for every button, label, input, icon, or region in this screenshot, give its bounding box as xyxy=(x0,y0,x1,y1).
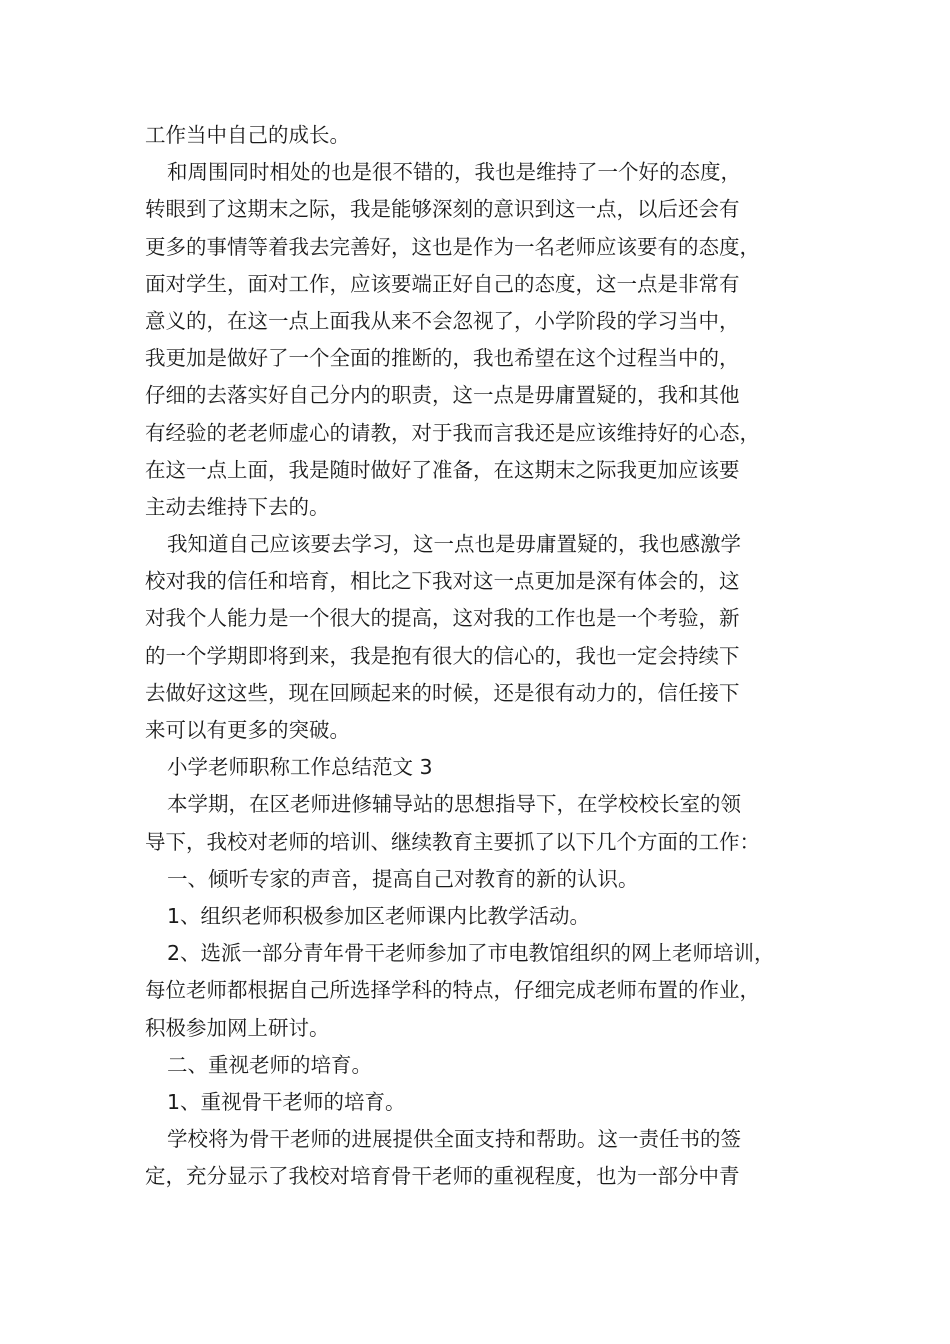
text-line: 来可以有更多的突破。 xyxy=(145,718,350,742)
text-line: 在这一点上面，我是随时做好了准备，在这期末之际我更加应该要 xyxy=(145,457,740,482)
text-line: 二、重视老师的培育。 xyxy=(167,1052,372,1077)
text-line: 去做好这这些，现在回顾起来的时候，还是很有动力的，信任接下 xyxy=(145,680,740,705)
text-line: 我更加是做好了一个全面的推断的，我也希望在这个过程当中的， xyxy=(145,346,740,371)
text-line: 主动去维持下去的。 xyxy=(145,494,330,519)
text-line: 1、重视骨干老师的培育。 xyxy=(167,1089,406,1114)
text-line: 每位老师都根据自己所选择学科的特点，仔细完成老师布置的作业， xyxy=(145,978,760,1003)
text-line: 有经验的老老师虚心的请教，对于我而言我还是应该维持好的心态， xyxy=(145,420,760,445)
text-line: 对我个人能力是一个很大的提高，这对我的工作也是一个考验，新 xyxy=(145,606,740,631)
text-line: 意义的，在这一点上面我从来不会忽视了，小学阶段的学习当中， xyxy=(145,308,740,333)
text-line: 本学期，在区老师进修辅导站的思想指导下，在学校校长室的领 xyxy=(167,792,741,817)
text-line: 导下，我校对老师的培训、继续教育主要抓了以下几个方面的工作： xyxy=(145,829,760,854)
text-line: 2、选派一部分青年骨干老师参加了市电教馆组织的网上老师培训， xyxy=(167,941,775,966)
text-line: 的一个学期即将到来，我是抱有很大的信心的，我也一定会持续下 xyxy=(145,643,740,668)
text-line: 更多的事情等着我去完善好，这也是作为一名老师应该要有的态度， xyxy=(145,234,760,259)
document-body xyxy=(145,117,825,1195)
text-line: 校对我的信任和培育，相比之下我对这一点更加是深有体会的，这 xyxy=(145,569,740,594)
text-line: 转眼到了这期末之际，我是能够深刻的意识到这一点，以后还会有 xyxy=(145,197,740,222)
text-line: 工作当中自己的成长。 xyxy=(145,123,350,147)
text-line: 仔细的去落实好自己分内的职责，这一点是毋庸置疑的，我和其他 xyxy=(145,383,740,408)
text-line: 和周围同时相处的也是很不错的，我也是维持了一个好的态度， xyxy=(167,160,741,185)
text-line: 积极参加网上研讨。 xyxy=(145,1015,330,1040)
text-line: 我知道自己应该要去学习，这一点也是毋庸置疑的，我也感激学 xyxy=(167,532,741,557)
text-line: 1、组织老师积极参加区老师课内比教学活动。 xyxy=(167,903,591,928)
text-line: 面对学生，面对工作，应该要端正好自己的态度，这一点是非常有 xyxy=(145,271,740,296)
text-line: 定，充分显示了我校对培育骨干老师的重视程度，也为一部分中青 xyxy=(145,1164,740,1189)
text-line: 学校将为骨干老师的进展提供全面支持和帮助。这一责任书的签 xyxy=(167,1127,741,1152)
text-line: 一、倾听专家的声音，提高自己对教育的新的认识。 xyxy=(167,866,639,891)
section-heading: 小学老师职称工作总结范文 3 xyxy=(167,755,433,780)
